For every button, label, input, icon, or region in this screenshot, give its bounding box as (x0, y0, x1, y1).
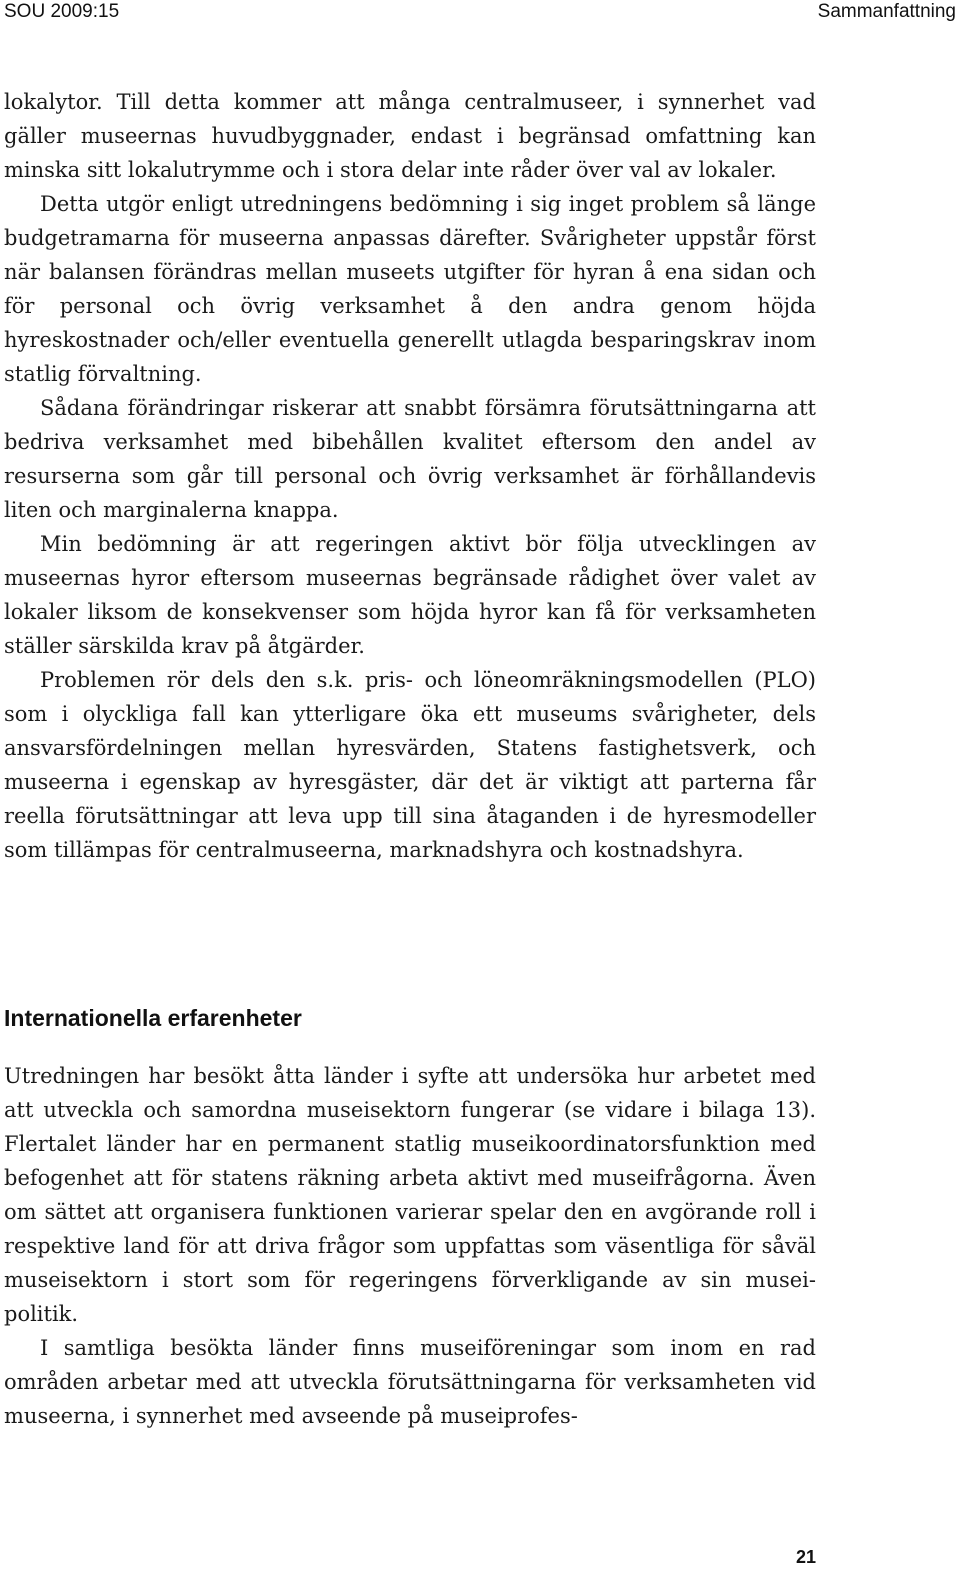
page-header-doc-id: SOU 2009:15 (4, 1, 120, 22)
paragraph: Min bedömning är att regeringen aktivt bör följa utvecklingen av museernas hyror eftersom museernas begränsade rådighet över valet av lokaler liksom de konsekvenser som höjda hyror kan få för verksamheten ställer särskilda krav på åtgärder. (4, 532, 816, 658)
paragraph: Utredningen har besökt åtta länder i syfte att undersöka hur arbetet med att utveckla och samordna museisektorn fungerar (se vidare i bilaga 13). Flertalet länder har en permanent statlig museikoordinatorsfunktion med befogenhet att för statens räkning arbeta aktivt med museifrågorna. Även om sättet att organisera funktionen varierar spelar den en avgörande roll i respektive land för att driva frågor som uppfattas som väsentliga för såväl museisektorn i stort som för regeringens förverkligande av sin museipolitik. (4, 1064, 816, 1326)
body-text-section-1 (4, 85, 816, 867)
paragraph: Problemen rör dels den s.k. pris- och löneomräkningsmodellen (PLO) som i olyckliga fall kan ytterligare öka ett museums svårigheter, dels ansvarsfördelningen mellan hyresvärden, Statens fastighetsverk, och museerna i egenskap av hyresgäster, där det är viktigt att parterna får reella förutsättningar att leva upp till sina åtaganden i de hyresmodeller som tillämpas för centralmuseerna, marknadshyra och kostnadshyra. (4, 668, 816, 862)
page-number: 21 (795, 1547, 816, 1567)
section-heading: Internationella erfarenheter (4, 1005, 302, 1031)
paragraph: I samtliga besökta länder finns museiföreningar som inom en rad områden arbetar med att utveckla förutsättningarna för verksamheten vid museerna, i synnerhet med avseende på museiprofes- (4, 1336, 816, 1428)
page-header-section-name: Sammanfattning (817, 1, 956, 22)
body-text-section-2 (4, 1059, 816, 1433)
paragraph: Sådana förändringar riskerar att snabbt försämra förutsättningarna att bedriva verksamhet med bibehållen kvalitet eftersom den andel av resurserna som går till personal och övrig verksamhet är förhållandevis liten och marginalerna knappa. (4, 396, 816, 522)
paragraph: Detta utgör enligt utredningens bedömning i sig inget problem så länge budgetramarna för museerna anpassas därefter. Svårigheter uppstår först när balansen förändras mellan museets utgifter för hyran å ena sidan och för personal och övrig verksamhet å den andra genom höjda hyreskostnader och/eller eventuella generellt utlagda besparingskrav inom statlig förvaltning. (4, 192, 816, 386)
paragraph: lokalytor. Till detta kommer att många centralmuseer, i synnerhet vad gäller museernas huvudbyggnader, endast i begränsad omfattning kan minska sitt lokalutrymme och i stora delar inte råder över val av lokaler. (4, 90, 816, 182)
